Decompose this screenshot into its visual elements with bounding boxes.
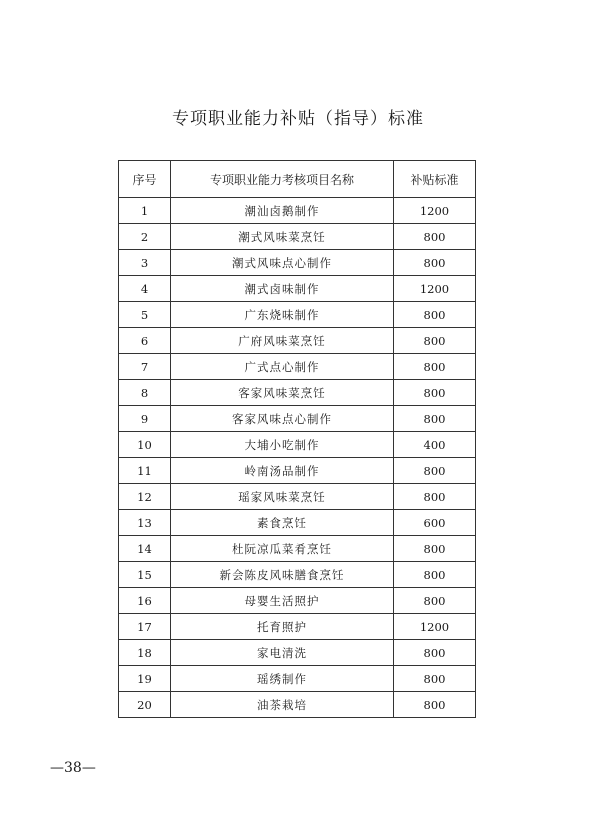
name-cell: 客家风味点心制作 [171, 406, 394, 432]
table-row [119, 198, 476, 224]
amount-cell: 800 [394, 588, 476, 614]
seq-cell: 4 [119, 276, 171, 302]
table-row [119, 380, 476, 406]
seq-cell: 18 [119, 640, 171, 666]
amount-cell: 800 [394, 250, 476, 276]
seq-cell: 6 [119, 328, 171, 354]
seq-cell: 5 [119, 302, 171, 328]
table-row [119, 276, 476, 302]
seq-cell: 20 [119, 692, 171, 718]
amount-cell: 800 [394, 406, 476, 432]
table-row [119, 640, 476, 666]
amount-cell: 1200 [394, 614, 476, 640]
seq-cell: 13 [119, 510, 171, 536]
name-cell: 客家风味菜烹饪 [171, 380, 394, 406]
name-cell: 杜阮凉瓜菜肴烹饪 [171, 536, 394, 562]
header-row [119, 161, 476, 198]
name-cell: 家电清洗 [171, 640, 394, 666]
name-cell: 广府风味菜烹饪 [171, 328, 394, 354]
table-row [119, 562, 476, 588]
table-row [119, 432, 476, 458]
table-row [119, 536, 476, 562]
seq-cell: 1 [119, 198, 171, 224]
table-row [119, 224, 476, 250]
name-cell: 广式点心制作 [171, 354, 394, 380]
amount-cell: 800 [394, 328, 476, 354]
amount-cell: 800 [394, 640, 476, 666]
amount-cell: 1200 [394, 198, 476, 224]
name-cell: 托育照护 [171, 614, 394, 640]
table-row [119, 458, 476, 484]
seq-cell: 16 [119, 588, 171, 614]
name-cell: 岭南汤品制作 [171, 458, 394, 484]
table-row [119, 510, 476, 536]
amount-cell: 800 [394, 692, 476, 718]
header-name: 专项职业能力考核项目名称 [171, 161, 394, 198]
table-row [119, 692, 476, 718]
name-cell: 油茶栽培 [171, 692, 394, 718]
table-row [119, 666, 476, 692]
seq-cell: 7 [119, 354, 171, 380]
amount-cell: 800 [394, 224, 476, 250]
amount-cell: 800 [394, 380, 476, 406]
seq-cell: 19 [119, 666, 171, 692]
seq-cell: 8 [119, 380, 171, 406]
name-cell: 瑶家风味菜烹饪 [171, 484, 394, 510]
header-amount: 补贴标准 [394, 161, 476, 198]
amount-cell: 800 [394, 354, 476, 380]
seq-cell: 3 [119, 250, 171, 276]
amount-cell: 800 [394, 562, 476, 588]
page-number: —38— [50, 760, 96, 776]
name-cell: 瑶绣制作 [171, 666, 394, 692]
seq-cell: 17 [119, 614, 171, 640]
amount-cell: 400 [394, 432, 476, 458]
header-seq: 序号 [119, 161, 171, 198]
name-cell: 素食烹饪 [171, 510, 394, 536]
table-row [119, 614, 476, 640]
seq-cell: 11 [119, 458, 171, 484]
table-body [119, 198, 476, 718]
seq-cell: 12 [119, 484, 171, 510]
document-title: 专项职业能力补贴（指导）标准 [172, 109, 424, 129]
amount-cell: 800 [394, 458, 476, 484]
seq-cell: 15 [119, 562, 171, 588]
name-cell: 潮式风味点心制作 [171, 250, 394, 276]
table-header [119, 161, 476, 198]
name-cell: 大埔小吃制作 [171, 432, 394, 458]
amount-cell: 800 [394, 536, 476, 562]
table-row [119, 484, 476, 510]
name-cell: 新会陈皮风味膳食烹饪 [171, 562, 394, 588]
amount-cell: 600 [394, 510, 476, 536]
amount-cell: 1200 [394, 276, 476, 302]
table-row [119, 354, 476, 380]
table-row [119, 250, 476, 276]
seq-cell: 10 [119, 432, 171, 458]
name-cell: 母婴生活照护 [171, 588, 394, 614]
name-cell: 潮汕卤鹅制作 [171, 198, 394, 224]
name-cell: 广东烧味制作 [171, 302, 394, 328]
amount-cell: 800 [394, 484, 476, 510]
name-cell: 潮式卤味制作 [171, 276, 394, 302]
seq-cell: 2 [119, 224, 171, 250]
table-row [119, 328, 476, 354]
subsidy-table [118, 160, 476, 718]
table-row [119, 588, 476, 614]
seq-cell: 9 [119, 406, 171, 432]
name-cell: 潮式风味菜烹饪 [171, 224, 394, 250]
table-row [119, 302, 476, 328]
amount-cell: 800 [394, 666, 476, 692]
table-row [119, 406, 476, 432]
seq-cell: 14 [119, 536, 171, 562]
amount-cell: 800 [394, 302, 476, 328]
